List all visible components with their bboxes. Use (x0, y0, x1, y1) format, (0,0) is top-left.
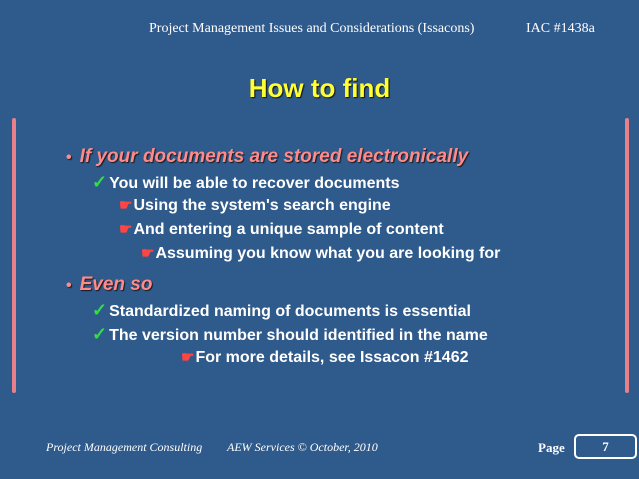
bullet-item (92, 300, 471, 321)
checkmark-icon: ✓ (92, 324, 108, 344)
bullet-item (141, 244, 500, 263)
bullet-text: If your documents are stored electronically (79, 146, 469, 167)
header-code: IAC #1438a (526, 21, 595, 36)
bullet-item (66, 146, 468, 168)
checkmark-icon: ✓ (92, 300, 108, 320)
footer-credit: AEW Services © October, 2010 (227, 440, 378, 454)
bullet-item (92, 324, 488, 345)
right-accent-bar (625, 118, 629, 393)
bullet-item (181, 348, 468, 367)
slide-title: How to find (248, 73, 391, 103)
header-title: Project Management Issues and Considerations (Issacons) (149, 21, 475, 36)
pointing-hand-icon: ☛ (119, 197, 133, 214)
bullet-item (92, 172, 400, 193)
bullet-text: You will be able to recover documents (109, 175, 400, 192)
bullet-text: And entering a unique sample of content (133, 221, 444, 238)
bullet-text: Even so (79, 274, 153, 295)
bullet-item (119, 220, 444, 239)
pointing-hand-icon: ☛ (141, 245, 155, 262)
bullet-text: Assuming you know what you are looking for (155, 245, 501, 262)
pointing-hand-icon: ☛ (119, 221, 133, 238)
bullet-text: Standardized naming of documents is essential (109, 303, 471, 320)
footer-company: Project Management Consulting (46, 440, 203, 454)
bullet-item (119, 196, 391, 215)
page-label: Page (538, 440, 565, 455)
bullet-text: For more details, see Issacon #1462 (195, 349, 469, 366)
bullet-text: The version number should identified in the name (109, 327, 488, 344)
bullet-text: Using the system's search engine (133, 197, 391, 214)
bullet-icon: • (66, 149, 72, 166)
page-number-box: 7 (574, 434, 637, 459)
bullet-item (66, 274, 152, 296)
bullet-icon: • (66, 277, 72, 294)
pointing-hand-icon: ☛ (181, 349, 195, 366)
checkmark-icon: ✓ (92, 172, 108, 192)
left-accent-bar (12, 118, 16, 393)
